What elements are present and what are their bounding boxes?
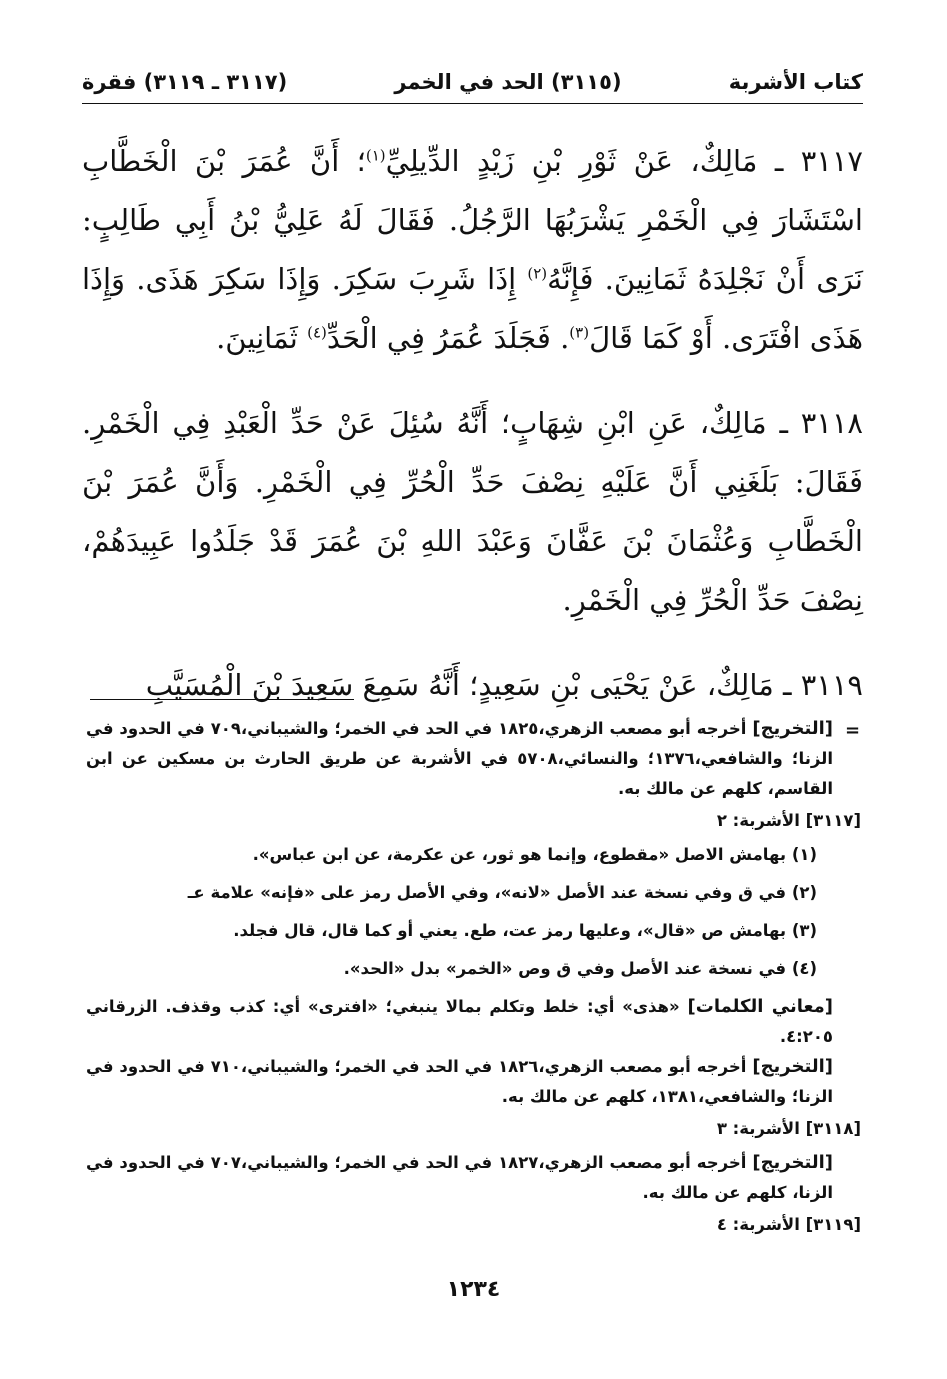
running-header (82, 64, 863, 100)
main-text (82, 132, 863, 741)
header-rule (82, 103, 863, 104)
ref-3119: [٣١١٩] الأشربة: ٤ (716, 1215, 861, 1234)
page-number: ١٢٣٤ (446, 1277, 501, 1302)
hadith-number: ٣١١٨ ـ (779, 406, 864, 440)
maani-text: «هذى» أي: خلط وتكلم بمالا ينبغي؛ «افترى» أي: كذب وقذف. الزرقاني ٤:٢٠٥. (86, 997, 833, 1046)
footnote-rule (90, 699, 354, 700)
hadith-text: إِذَا شَرِبَ سَكِرَ. وَإِذَا سَكِرَ هَذَى. وَإِذَا هَذَى افْتَرَى. أَوْ كَمَا قَالَ (82, 262, 863, 355)
note-2: (٢) في ق وفي نسخة عند الأصل «لانه»، وفي الأصل رمز على «فإنه» علامة عـ (187, 883, 817, 902)
hadith-text: ثَمَانِينَ. (216, 321, 308, 355)
book-title: كتاب الأشربة (728, 70, 863, 94)
note-3: (٣) بهامش ص «قال»، وعليها رمز عت، طع. يعني أو كما قال، قال فجلد. (233, 921, 817, 940)
chapter-title: (٣١١٥) الحد في الخمر (394, 70, 622, 94)
footnote-ref: (٢) (527, 264, 548, 283)
takhrij-tag: [التخريج] (752, 718, 833, 739)
hadith-number: ٣١١٧ ـ (774, 144, 864, 178)
ref-3118: [٣١١٨] الأشربة: ٣ (716, 1119, 861, 1138)
takhrij-text: أخرجه أبو مصعب الزهري،١٨٢٥ في الحد في الخمر؛ والشيباني،٧٠٩ في الحدود في الزنا؛ والشافعي،١٣٧٦؛ والنسائي،٥٧٠٨ في الأشربة عن طريق الحارث بن مسكين عن ابن القاسم، كلهم عن مالك به. (86, 719, 834, 798)
takhrij-block (86, 1148, 861, 1208)
hadith-text: مَالِكٌ، عَنِ ابْنِ شِهَابٍ؛ أَنَّهُ سُئِلَ عَنْ حَدِّ الْعَبْدِ فِي الْخَمْرِ. فَقَالَ: بَلَغَنِي أَنَّ عَلَيْهِ نِصْفَ حَدِّ الْحُرِّ فِي الْخَمْرِ. وَأَنَّ عُمَرَ بْنَ الْخَطَّابِ وَعُثْمَانَ بْنَ عَفَّانَ وَعَبْدَ اللهِ بْنَ عُمَرَ قَدْ جَلَدُوا عَبِيدَهُمْ، نِصْفَ حَدِّ الْحُرِّ فِي الْخَمْرِ. (82, 406, 863, 617)
takhrij-text: أخرجه أبو مصعب الزهري،١٨٢٧ في الحد في الخمر؛ والشيباني،٧٠٧ في الحدود في الزنا، كلهم عن مالك به. (86, 1153, 833, 1202)
note-4: (٤) في نسخة عند الأصل وفي ق وص «الخمر» بدل «الحد». (343, 959, 817, 978)
paragraph-range: (٣١١٧ ـ ٣١١٩) فقرة (82, 70, 288, 94)
hadith-text: مَالِكٌ، عَنْ ثَوْرِ بْنِ زَيْدٍ الدِّيلِيِّ (385, 144, 775, 178)
hadith-number: ٣١١٩ ـ (782, 668, 863, 702)
maani-tag: [معاني الكلمات] (687, 996, 833, 1017)
hadith-3119 (82, 656, 863, 715)
continuation-mark: = (845, 720, 861, 741)
footnotes (86, 714, 861, 1244)
hadith-3117 (82, 132, 863, 368)
takhrij-block (86, 1052, 861, 1112)
takhrij-block (86, 714, 861, 804)
footnote-ref: (١) (365, 146, 386, 165)
footnote-ref: (٤) (307, 323, 327, 342)
takhrij-text: أخرجه أبو مصعب الزهري،١٨٢٦ في الحد في الخمر؛ والشيباني،٧١٠ في الحدود في الزنا؛ والشافعي،١٣٨١، كلهم عن مالك به. (86, 1057, 833, 1106)
hadith-3118 (82, 394, 863, 630)
takhrij-tag: [التخريج] (752, 1152, 833, 1173)
ref-3117: [٣١١٧] الأشربة: ٢ (716, 811, 861, 830)
hadith-text: . فَجَلَدَ عُمَرُ فِي الْحَدِّ (326, 321, 570, 355)
hadith-text: ؛ أَنَّ عُمَرَ بْنَ الْخَطَّابِ اسْتَشَارَ فِي الْخَمْرِ يَشْرَبُهَا الرَّجُلُ. فَقَالَ لَهُ عَلِيُّ بْنُ أَبِي طَالِبٍ: نَرَى أَنْ نَجْلِدَهُ ثَمَانِينَ. فَإِنَّهُ (82, 144, 863, 296)
hadith-text: مَالِكٌ، عَنْ يَحْيَى بْنِ سَعِيدٍ؛ أَنَّهُ سَمِعَ سَعِيدَ بْنَ الْمُسَيَّبِ (145, 668, 783, 702)
footnote-ref: (٣) (569, 323, 590, 342)
takhrij-tag: [التخريج] (752, 1056, 833, 1077)
maani-block (86, 992, 861, 1052)
note-1: (١) بهامش الاصل «مقطوع، وإنما هو ثور، عن عكرمة، عن ابن عباس». (252, 845, 817, 864)
